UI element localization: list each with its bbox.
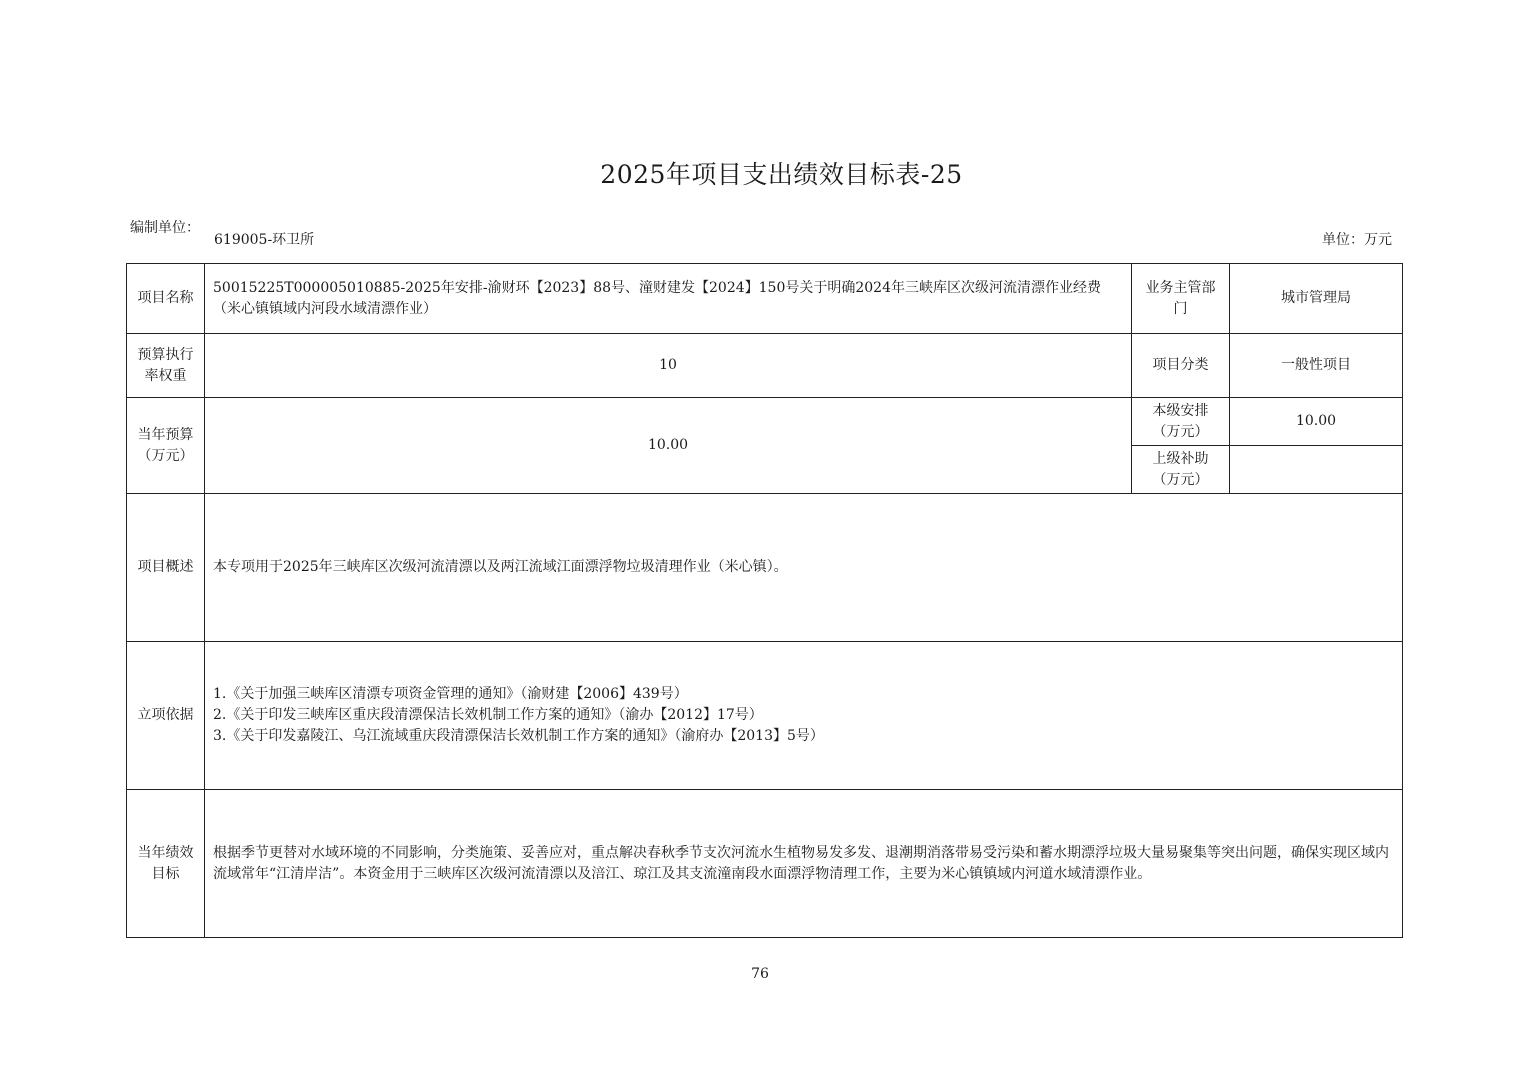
project-name-label: 项目名称 [127, 264, 205, 334]
overview-label: 项目概述 [127, 494, 205, 642]
dept-label: 业务主管部门 [1132, 264, 1230, 334]
category-label: 项目分类 [1132, 334, 1230, 398]
goal-label: 当年绩效目标 [127, 790, 205, 938]
local-value: 10.00 [1230, 398, 1403, 446]
weight-value: 10 [205, 334, 1132, 398]
table-row [127, 790, 1403, 938]
upper-value [1230, 446, 1403, 494]
upper-label: 上级补助（万元） [1132, 446, 1230, 494]
basis-item: 1.《关于加强三峡库区清漂专项资金管理的通知》（渝财建【2006】439号） [213, 686, 688, 702]
header-meta [126, 218, 1402, 262]
org-label: 编制单位： [130, 220, 200, 236]
goal-value: 根据季节更替对水域环境的不同影响，分类施策、妥善应对，重点解决春秋季节支次河流水生植物易发多发、退潮期消落带易受污染和蓄水期漂浮垃圾大量易聚集等突出问题，确保实现区域内流域常年“江清岸洁”。本资金用于三峡库区次级河流清漂以及涪江、琼江及其支流潼南段水面漂浮物清理工作，主要为米心镇镇域内河道水域清漂作业。 [205, 790, 1403, 938]
table-row [127, 642, 1403, 790]
budget-label: 当年预算（万元） [127, 398, 205, 494]
basis-item: 2.《关于印发三峡库区重庆段清漂保洁长效机制工作方案的通知》（渝办【2012】17号） [213, 707, 763, 723]
dept-value: 城市管理局 [1230, 264, 1403, 334]
page-title: 2025年项目支出绩效目标表-25 [600, 160, 963, 189]
performance-table [126, 263, 1403, 938]
overview-value: 本专项用于2025年三峡库区次级河流清漂以及两江流域江面漂浮物垃圾清理作业（米心镇）。 [205, 494, 1403, 642]
weight-label: 预算执行率权重 [127, 334, 205, 398]
table-row [127, 334, 1403, 398]
project-name-value: 50015225T000005010885-2025年安排-渝财环【2023】88号、潼财建发【2024】150号关于明确2024年三峡库区次级河流清漂作业经费（米心镇镇域内河段水域清漂作业） [205, 264, 1132, 334]
basis-list [205, 642, 1403, 790]
unit-label: 单位：万元 [1322, 232, 1392, 248]
table-row [127, 494, 1403, 642]
local-label: 本级安排（万元） [1132, 398, 1230, 446]
table-row [127, 398, 1403, 446]
page-number: 76 [751, 966, 769, 982]
category-value: 一般性项目 [1230, 334, 1403, 398]
budget-value: 10.00 [205, 398, 1132, 494]
table-row [127, 264, 1403, 334]
basis-item: 3.《关于印发嘉陵江、乌江流域重庆段清漂保洁长效机制工作方案的通知》（渝府办【2013】5号） [213, 728, 824, 744]
org-value: 619005-环卫所 [214, 232, 315, 248]
basis-label: 立项依据 [127, 642, 205, 790]
